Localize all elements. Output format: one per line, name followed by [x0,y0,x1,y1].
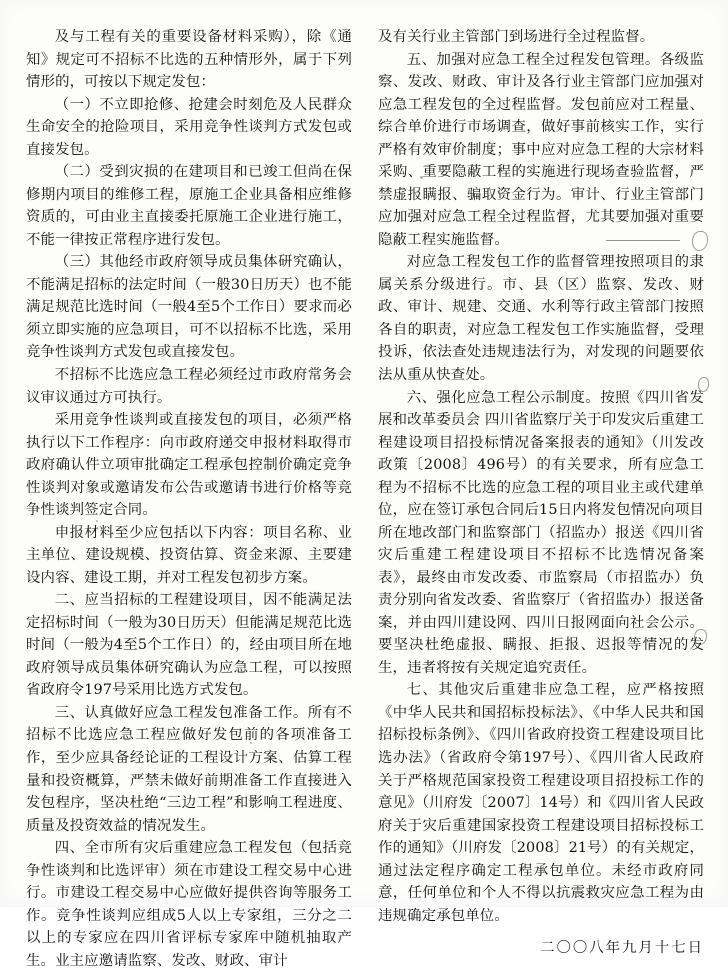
right-column [378,26,704,957]
paragraph: 不招标不比选应急工程必须经过市政府常务会议审议通过方可执行。 [26,366,352,406]
two-column-layout [26,26,704,969]
paragraph: 五、加强对应急工程全过程发包管理。各级监察、发改、财政、审计及各行业主管部门应加强对应急工程发包的全过程监督。发包前应对工程量、综合单价进行市场调查，做好事前核实工作，实行严格有效审价制度；事中应对应急工程的大宗材料采购、重要隐蔽工程的实施进行现场查验监督，严禁虚报瞒报、骗取资金行为。审计、行业主管部门应加强对应急工程全过程监督，尤其要加强对重要隐蔽工程实施监督。 [378,51,704,248]
paragraph: （三）其他经市政府领导成员集体研究确认，不能满足招标的法定时间（一般30日历天）也不能满足规范比选时间（一般4至5个工作日）要求而必须立即实施的应急项目，可不以招标不比选，采用竞争性谈判方式发包或直接发包。 [26,254,352,361]
document-signature-date: 二〇〇八年九月十七日 [540,940,704,957]
paragraph: 二、应当招标的工程建设项目，因不能满足法定招标时间（一般为30日历天）但能满足规范比选时间（一般为4至5个工作日）的，经由项目所在地政府领导成员集体研究确认为应急工程，可以按照省政府令197号采用比选方式发包。 [26,592,352,699]
paragraph: 七、其他灾后重建非应急工程，应严格按照《中华人民共和国招标投标法》、《中华人民共和国招标投标条例》、《四川省政府投资工程建设项目比选办法》（省政府令第197号）、《四川省人民政府关于严格规范国家投资工程建设项目招投标工作的意见》（川府发〔2007〕14号）和《四川省人民政府关于灾后重建国家投资工程建设项目招标投标工作的通知》（川府发〔2008〕21号）的有关规定，通过法定程序确定工程承包单位。未经市政府同意，任何单位和个人不得以抗震救灾应急工程为由违规确定承包单位。 [378,682,704,924]
paragraph: 采用竞争性谈判或直接发包的项目，必须严格执行以下工作程序：向市政府递交申报材料取得市政府确认件立项审批确定工程承包控制价确定竞争性谈判对象或邀请发布公告或邀请书进行价格等竞争性谈判签定合同。 [26,412,352,519]
paragraph: 三、认真做好应急工程发包准备工作。所有不招标不比选应急工程应做好发包前的各项准备工作，至少应具备经论证的工程设计方案、估算工程量和投资概算，严禁未做好前期准备工作直接进入发包程序，坚决杜绝“三边工程”和影响工程进度、质量及投资效益的情况发生。 [26,704,352,834]
paragraph: 对应急工程发包工作的监督管理按照项目的隶属关系分级进行。市、县（区）监察、发改、财政、审计、规建、交通、水利等行政主管部门按照各自的职责，对应急工程发包工作实施监督，受理投诉，依法查处违规违法行为，对发现的问题要依法从重从快查处。 [378,254,704,383]
paragraph: 申报材料至少应包括以下内容：项目名称、业主单位、建设规模、投资估算、资金来源、主要建设内容、建设工期，并对工程发包初步方案。 [26,524,352,586]
left-column [26,26,352,969]
paragraph: （一）不立即抢修、抢建会时刻危及人民群众生命安全的抢险项目，采用竞争性谈判方式发包或直接发包。 [26,96,352,158]
paragraph: 六、强化应急工程公示制度。按照《四川省发展和改革委员会 四川省监察厅关于印发灾后重建工程建设项目招投标情况备案报表的通知》（川发改政策〔2008〕496号）的有关要求，所有应急工程为不招标不比选的应急工程的项目业主或代建单位，应在签订承包合同后15日内将发包情况向项目所在地改部门和监察部门（招监办）报送《四川省灾后重建工程建设项目不招标不比选情况备案表》，最终由市发改委、市监察局（市招监办）负责分别向省发改委、省监察厅（省招监办）报送备案，并由四川建设网、四川日报网面向社会公示。要坚决杜绝虚报、瞒报、拒报、迟报等情况的发生，违者将按有关规定追究责任。 [378,389,704,676]
paragraph: 及与工程有关的重要设备材料采购），除《通知》规定可不招标不比选的五种情形外，属于下列情形的，可按以下规定发包： [26,29,352,91]
paragraph: （二）受到灾损的在建项目和已竣工但尚在保修期内项目的维修工程，原施工企业具备相应维修资质的，可由业主直接委托原施工企业进行施工，不能一律按正常程序进行发包。 [26,164,352,248]
paragraph: 四、全市所有灾后重建应急工程发包（包括竞争性谈判和比选评审）须在市建设工程交易中心进行。市建设工程交易中心应做好提供咨询等服务工作。竞争性谈判应组成5人以上专家组，三分之二以上的专家应在四川省评标专家库中随机抽取产生。业主应邀请监察、发改、财政、审计 [26,840,352,969]
paragraph: 及有关行业主管部门到场进行全过程监督。 [378,29,655,45]
